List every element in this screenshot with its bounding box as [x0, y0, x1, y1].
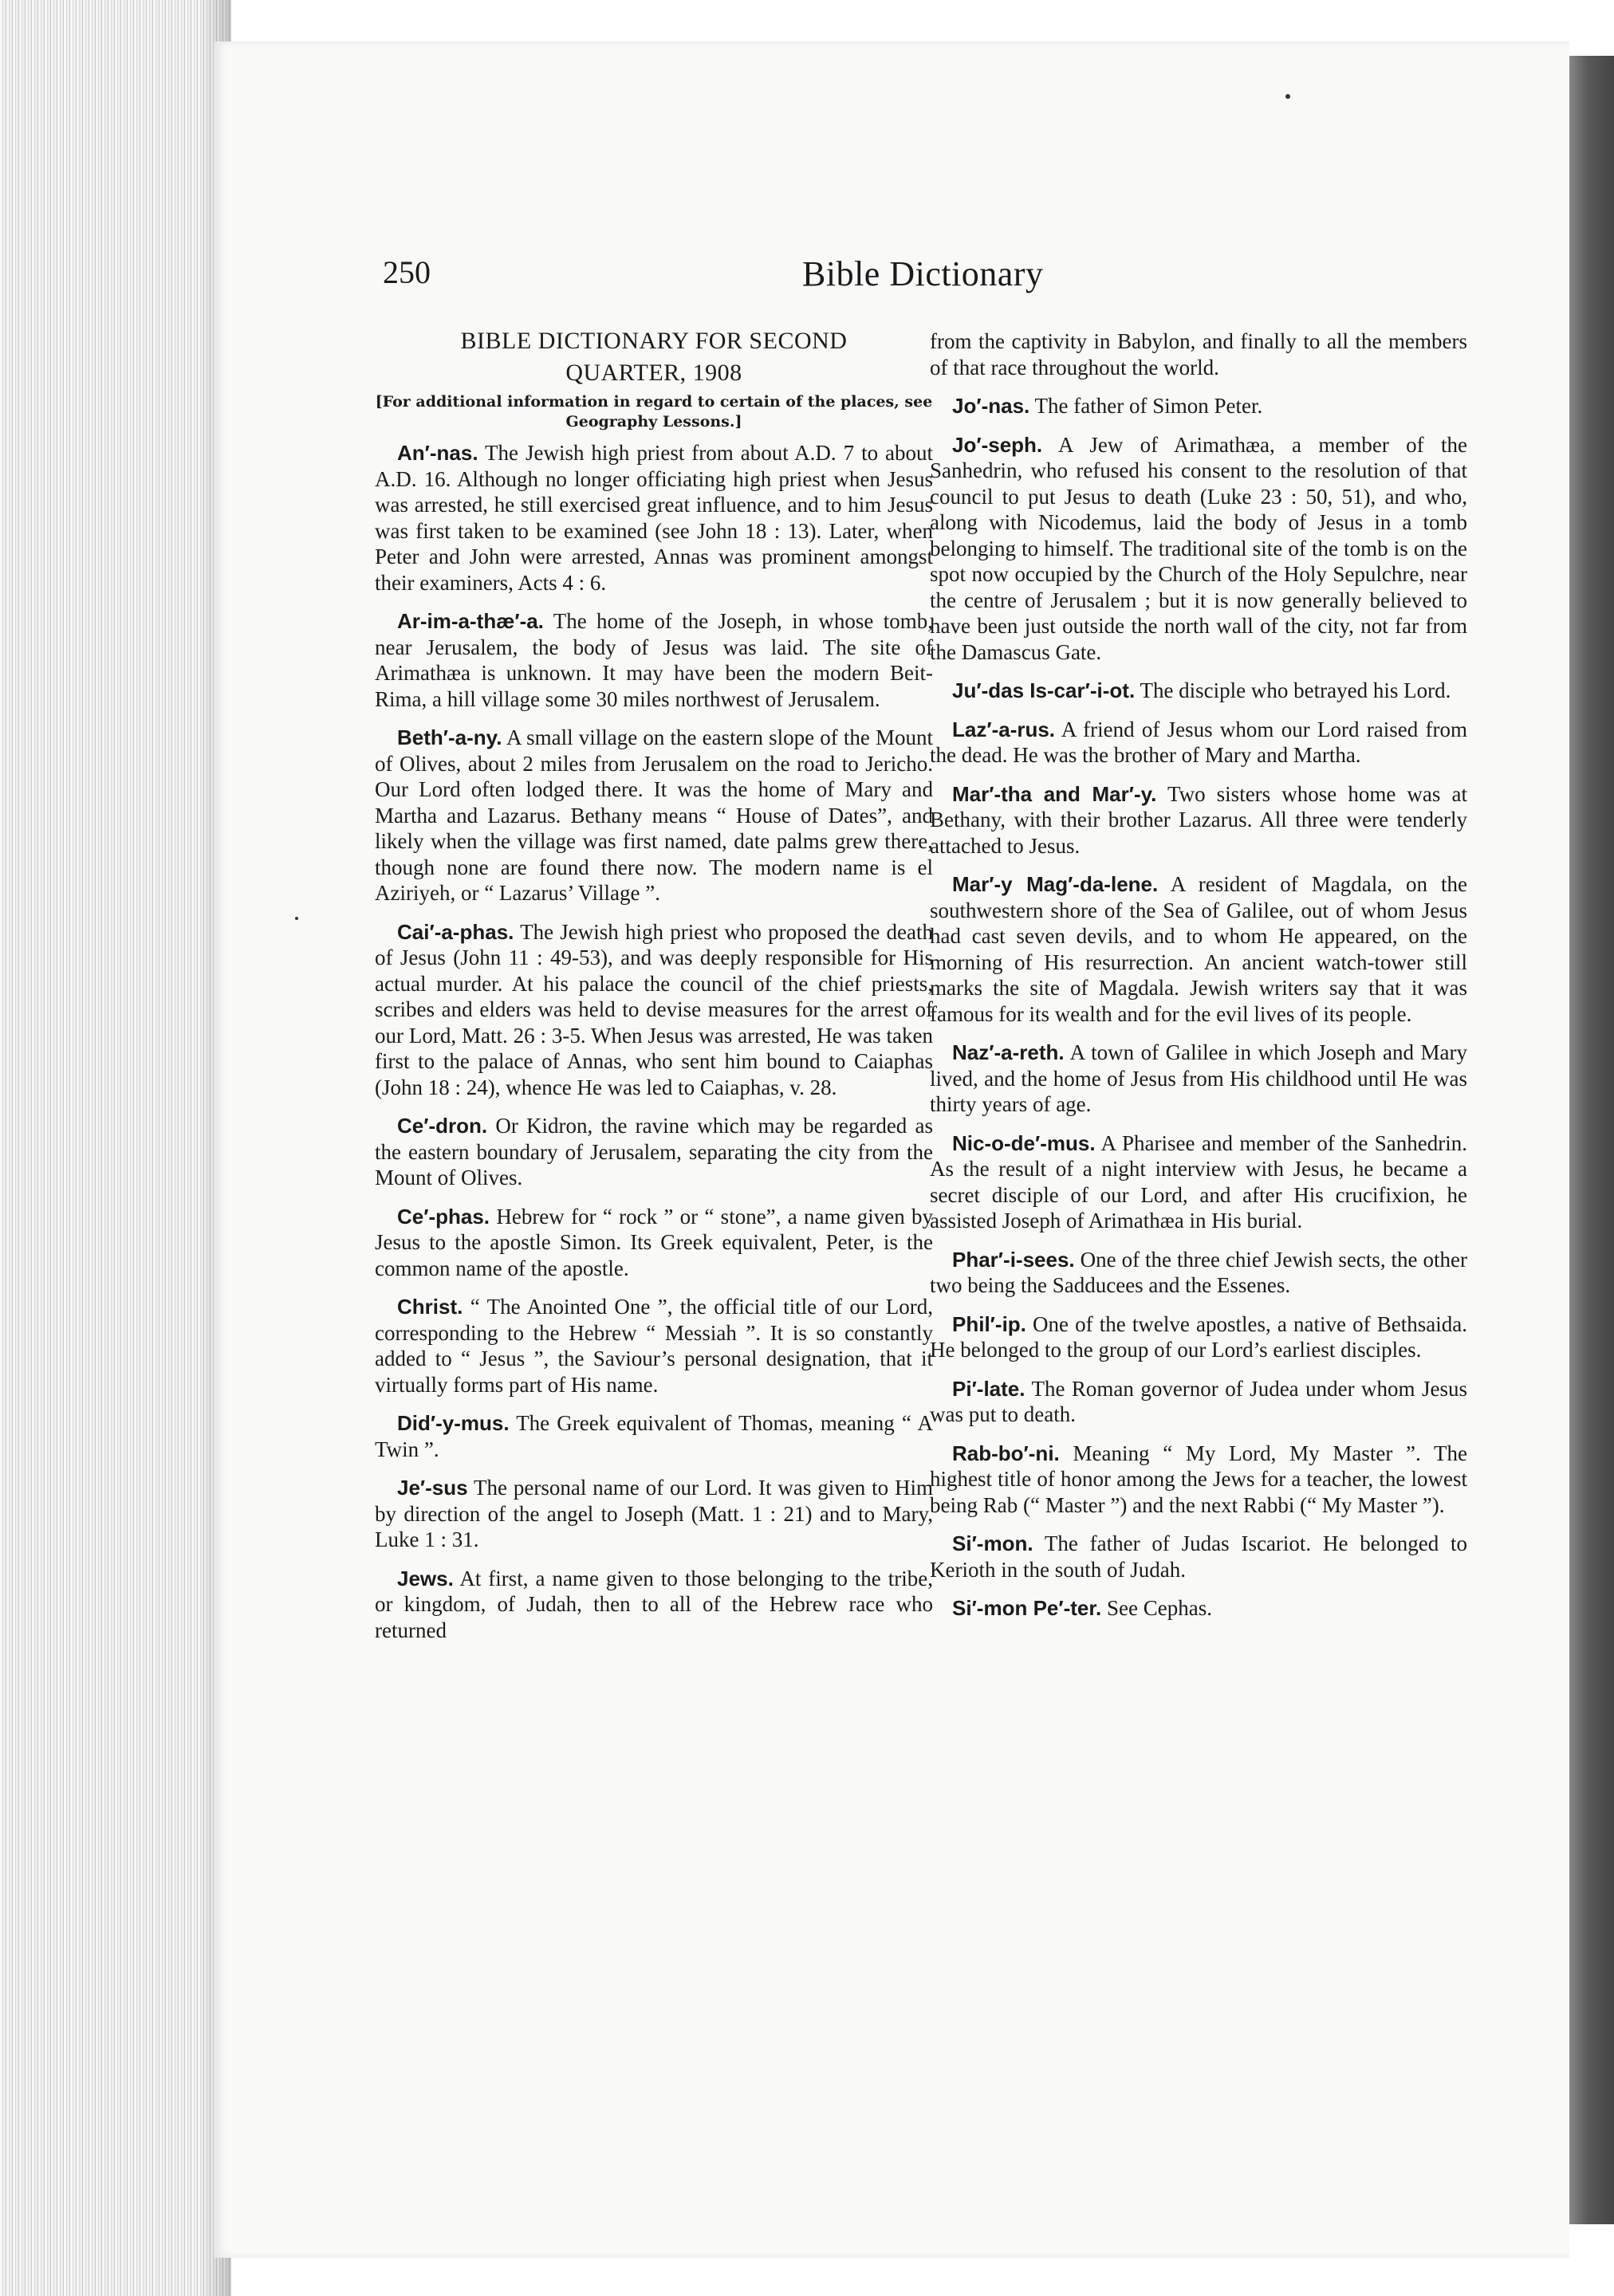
- page-number: 250: [383, 254, 431, 290]
- entry-term: Christ.: [397, 1295, 463, 1319]
- entry-definition: The Roman governor of Judea under whom Jesus was put to death.: [930, 1376, 1467, 1426]
- entry-definition: Hebrew for “ rock ” or “ stone”, a name given by Jesus to the apostle Simon. Its Greek equivalent, Peter, is the common name of the apostle.: [375, 1204, 933, 1280]
- section-title-line: BIBLE DICTIONARY FOR SECOND: [460, 328, 848, 354]
- section-note: [For additional information in regard to certain of the places, see Geography Lessons.]: [375, 393, 933, 431]
- running-title: Bible Dictionary: [802, 254, 1044, 293]
- section-title: [375, 325, 933, 389]
- entry-definition: The personal name of our Lord. It was given to Him by direction of the angel to Joseph (Matt. 1 : 21) and to Mary, Luke 1 : 31.: [375, 1476, 933, 1551]
- right-page-edge: [1569, 56, 1614, 2224]
- entry-definition: The disciple who betrayed his Lord.: [1135, 678, 1451, 702]
- dictionary-entry: [375, 440, 933, 596]
- entry-definition: The father of Judas Iscariot. He belonged to Kerioth in the south of Judah.: [930, 1531, 1467, 1582]
- speck: [1285, 94, 1290, 99]
- book-page-edges: [0, 0, 231, 2296]
- dictionary-entry: [375, 1294, 933, 1398]
- dictionary-entry: [375, 1566, 933, 1644]
- entry-definition: Or Kidron, the ravine which may be regarded as the eastern boundary of Jerusalem, separating the city from the Mount of Olives.: [375, 1114, 933, 1189]
- dictionary-entry: [375, 919, 933, 1101]
- dictionary-entry: [930, 1040, 1467, 1118]
- entry-term: Cai′-a-phas.: [397, 919, 514, 944]
- dictionary-entry: [375, 1410, 933, 1462]
- entry-definition: A Jew of Arimathæa, a member of the Sanhedrin, who refused his consent to the resolution of that council to put Jesus to death (Luke 23 : 50, 51), and who, along with Nicodemus, laid the body of Jesus in a tomb belonging to himself. The traditional site of the tomb is on the spot now occupied by the Church of the Holy Sepulchre, near the centre of Jerusalem ; but it is now generally believed to have been just outside the north wall of the city, not far from the Damascus Gate.: [930, 432, 1467, 664]
- dictionary-entry: [930, 328, 1467, 380]
- entry-definition: A town of Galilee in which Joseph and Mary lived, and the home of Jesus from His childhood until He was thirty years of age.: [930, 1040, 1467, 1116]
- right-entry-list: [930, 328, 1467, 1622]
- dictionary-entry: [375, 608, 933, 712]
- entry-term: Laz′-a-rus.: [952, 717, 1056, 741]
- entry-definition: “ The Anointed One ”, the official title of our Lord, corresponding to the Hebrew “ Messiah ”. It is so constantly added to “ Jesus ”, the Saviour’s personal designation, that it virtually forms part of His name.: [375, 1295, 933, 1397]
- entry-term: Jo′-nas.: [952, 394, 1030, 418]
- entry-definition: The Jewish high priest from about A.D. 7 to about A.D. 16. Although no longer officiating high priest when Jesus was arrested, he still exercised great influence, and to him Jesus was first taken to be examined (see John 18 : 13). Later, when Peter and John were arrested, Annas was prominent amongst their examiners, Acts 4 : 6.: [375, 441, 933, 595]
- entry-term: An′-nas.: [397, 441, 478, 465]
- entry-term: Mar′-tha and Mar′-y.: [952, 781, 1157, 806]
- entry-definition: The father of Simon Peter.: [1029, 394, 1263, 418]
- entry-definition: One of the twelve apostles, a native of Bethsaida. He belonged to the group of our Lord’s earliest disciples.: [930, 1311, 1467, 1362]
- dictionary-entry: [375, 1204, 933, 1282]
- dictionary-entry: [930, 678, 1467, 704]
- dictionary-entry: [375, 725, 933, 906]
- entry-term: Phil′-ip.: [952, 1311, 1026, 1336]
- dictionary-entry: [930, 717, 1467, 769]
- right-column: [930, 328, 1467, 1634]
- entry-term: Ar-im-a-thæ′-a.: [397, 609, 544, 633]
- entry-term: Ju′-das Is-car′-i-ot.: [952, 678, 1136, 702]
- left-column: [375, 325, 933, 1656]
- entry-term: Did′-y-mus.: [397, 1411, 510, 1435]
- page-header: [383, 254, 1475, 301]
- entry-definition: At first, a name given to those belonging to the tribe, or kingdom, of Judah, then to all of the Hebrew race who returned: [375, 1566, 933, 1642]
- entry-definition: The home of the Joseph, in whose tomb, near Jerusalem, the body of Jesus was laid. The site of Arimathæa is unknown. It may have been the modern Beit-Rima, a hill village some 30 miles northwest of Jerusalem.: [375, 609, 933, 711]
- entry-definition: A resident of Magdala, on the southwestern shore of the Sea of Galilee, out of whom Jesus had cast seven devils, and to whom He appeared, on the morning of His resurrection. An ancient watch-tower still marks the site of Magdala. Jewish writers say that it was famous for its wealth and for the evil lives of its people.: [930, 872, 1467, 1026]
- entry-term: Je′-sus: [397, 1476, 468, 1500]
- dictionary-entry: [930, 1247, 1467, 1299]
- entry-definition: See Cephas.: [1101, 1596, 1212, 1620]
- entry-term: Si′-mon Pe′-ter.: [952, 1596, 1102, 1620]
- entry-term: Jews.: [397, 1566, 454, 1590]
- left-entry-list: [375, 440, 933, 1643]
- entry-term: Mar′-y Mag′-da-lene.: [952, 872, 1159, 896]
- entry-definition: A small village on the eastern slope of the Mount of Olives, about 2 miles from Jerusalem on the road to Jericho. Our Lord often lodged there. It was the home of Mary and Martha and Lazarus. Bethany means “ House of Dates”, and likely when the village was first named, date palms grew there, though none are found there now. The modern name is el Aziriyeh, or “ Lazarus’ Village ”.: [375, 725, 933, 905]
- entry-term: Jo′-seph.: [952, 432, 1043, 457]
- dictionary-entry: [930, 1376, 1467, 1428]
- dictionary-entry: [375, 1475, 933, 1553]
- dictionary-entry: [375, 1113, 933, 1191]
- entry-term: Phar′-i-sees.: [952, 1247, 1075, 1272]
- dictionary-entry: [930, 393, 1467, 419]
- entry-term: Naz′-a-reth.: [952, 1040, 1065, 1064]
- entry-term: Nic-o-de′-mus.: [952, 1130, 1096, 1155]
- entry-term: Ce′-phas.: [397, 1204, 490, 1229]
- dictionary-entry: [930, 871, 1467, 1027]
- entry-term: Beth′-a-ny.: [397, 725, 502, 749]
- entry-definition: The Greek equivalent of Thomas, meaning “ A Twin ”.: [375, 1411, 933, 1461]
- dictionary-entry: [930, 1595, 1467, 1622]
- entry-definition: Two sisters whose home was at Bethany, with their brother Lazarus. All three were tenderly attached to Jesus.: [930, 781, 1467, 858]
- entry-definition: A Pharisee and member of the Sanhedrin. As the result of a night interview with Jesus, he became a secret disciple of our Lord, and after His crucifixion, he assisted Joseph of Arimathæa in His burial.: [930, 1130, 1467, 1233]
- entry-term: Pi′-late.: [952, 1376, 1025, 1401]
- dictionary-entry: [930, 1311, 1467, 1363]
- entry-definition: from the captivity in Babylon, and finally to all the members of that race throughout the world.: [930, 329, 1467, 379]
- dictionary-entry: [930, 432, 1467, 666]
- speck: [295, 917, 298, 920]
- section-title-line: QUARTER, 1908: [565, 360, 742, 386]
- entry-term: Ce′-dron.: [397, 1114, 488, 1138]
- entry-definition: One of the three chief Jewish sects, the other two being the Sadducees and the Essenes.: [930, 1247, 1467, 1297]
- entry-term: Rab-bo′-ni.: [952, 1441, 1060, 1465]
- entry-term: Si′-mon.: [952, 1531, 1033, 1555]
- dictionary-entry: [930, 1130, 1467, 1234]
- dictionary-entry: [930, 1441, 1467, 1519]
- dictionary-entry: [930, 781, 1467, 859]
- entry-definition: Meaning “ My Lord, My Master ”. The highest title of honor among the Jews for a teacher, the lowest being Rab (“ Master ”) and the next Rabbi (“ My Master ”).: [930, 1441, 1467, 1517]
- entry-definition: A friend of Jesus whom our Lord raised from the dead. He was the brother of Mary and Martha.: [930, 717, 1467, 767]
- entry-definition: The Jewish high priest who proposed the death of Jesus (John 11 : 49-53), and was deeply responsible for His actual murder. At his palace the council of the chief priests, scribes and elders was held to devise measures for the arrest of our Lord, Matt. 26 : 3-5. When Jesus was arrested, He was taken first to the palace of Annas, who sent him bound to Caiaphas (John 18 : 24), whence He was led to Caiaphas, v. 28.: [375, 919, 933, 1099]
- dictionary-entry: [930, 1531, 1467, 1582]
